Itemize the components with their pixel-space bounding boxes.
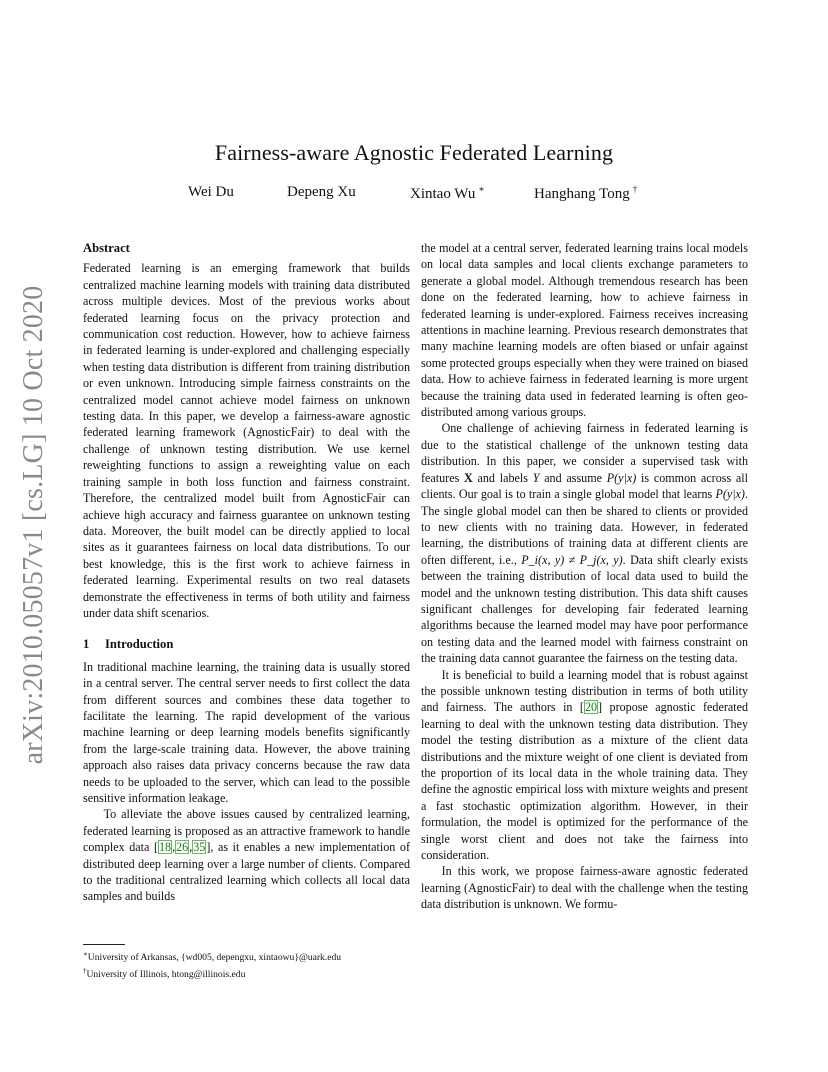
right-column bbox=[421, 240, 748, 913]
text-run: One challenge of achieving fairness in federated learning is due to the statistical challenge of the unknown testing data distribution. In this paper, we consider a supervised task with features bbox=[421, 421, 748, 485]
footnote-text: University of Arkansas, {wd005, depengxu, xintaowu}@uark.edu bbox=[87, 952, 342, 964]
author-name: Xintao Wu bbox=[410, 186, 476, 202]
arxiv-sidebar-stamp bbox=[14, 285, 54, 765]
math-expression: P(y|x) bbox=[606, 470, 637, 485]
abstract-heading: Abstract bbox=[83, 241, 130, 255]
intro-paragraph-1: In traditional machine learning, the training data is usually stored in a central server. The central server needs to first collect the data from different sources and combines these data together to facilitate the learning. The rapid development of the various machine learning or deep learning models benefits significantly from the large-scale training data. However, the above training approach also raises data privacy concerns because the raw data needs to be uploaded to the server, which can lead to the possible sensitive information leakage. bbox=[83, 659, 410, 805]
section-heading-introduction bbox=[83, 636, 410, 652]
abstract-text: Federated learning is an emerging framework that builds centralized machine learning models with training data distributed across multiple devices. Most of the previous works about federated learning focus on the privacy protection and communication cost reduction. However, how to achieve fairness in federated learning is under-explored and challenging especially when testing data distribution is different from training distribution or even unknown. Introducing simple fairness constraints on the centralized model cannot achieve model fairness on unknown testing data. In this paper, we develop a fairness-aware agnostic federated learning framework (AgnosticFair) to deal with the challenge of unknown testing distribution. We use kernel reweighting functions to assign a reweighting value on each training sample in both loss function and fairness constraint. Therefore, the centralized model built from AgnosticFair can achieve high accuracy and fairness guarantee on unknown testing data. Moreover, the built model can be directly applied to local sites as it guarantees fairness on local data distributions. To our best knowledge, this is the first work to achieve fairness in federated learning. Experimental results on two real datasets demonstrate the effectiveness in terms of both utility and fairness under data shift scenarios. bbox=[83, 261, 410, 620]
citation-link[interactable]: 18 bbox=[158, 840, 172, 855]
author-name: Hanghang Tong bbox=[534, 186, 630, 202]
footnotes bbox=[83, 948, 413, 982]
author-2 bbox=[287, 184, 356, 201]
text-run: . The single global model can then be shared to clients or provided to new clients with no training data. However, in federated learning, the distributions of training data at different clients are often different, i.e., bbox=[421, 487, 748, 567]
citation-link[interactable]: 35 bbox=[193, 840, 206, 855]
text-run: It is beneficial to build a learning model that is robust against the possible unknown testing distribution in terms of both utility and fairness. The authors in [ bbox=[421, 667, 748, 715]
text-run: and labels bbox=[472, 470, 533, 485]
section-title: Introduction bbox=[105, 637, 174, 652]
footnote-text: University of Illinois, htong@illinois.edu bbox=[86, 968, 246, 980]
footnote-rule bbox=[83, 944, 125, 945]
intro-paragraph-2: To alleviate the above issues caused by centralized learning, federated learning is proposed as an attractive framework to handle complex data [18,26,35], as it enables a new implementation of distributed deep learning over a large number of clients. Compared to the traditional centralized learning which collects all local data samples and builds bbox=[83, 807, 410, 904]
math-symbol: X bbox=[464, 470, 473, 485]
text-run: ], as it enables a new implementation of distributed deep learning over a large number of clients. Compared to the traditional centralized learning which collects all local data samples and builds bbox=[83, 840, 410, 904]
author-1 bbox=[188, 184, 234, 201]
text-run: ] propose agnostic federated learning to deal with the unknown testing data distribution. They model the testing distribution as a mixture of the client data distributions and the mixture weight of one client is deviated from the proportion of its local data in the whole training data. They define the agnostic empirical loss with mixture weights and present a fast stochastic optimization algorithm. However, in their formulation, the model is optimized for the performance of the single worst client and does not take the fairness into consideration. bbox=[421, 700, 748, 863]
author-affiliation-mark: ∗ bbox=[478, 184, 485, 194]
arxiv-identifier: arXiv:2010.05057v1 [cs.LG] 10 Oct 2020 bbox=[18, 285, 49, 765]
text-run: and assume bbox=[539, 470, 607, 485]
author-name: Depeng Xu bbox=[287, 184, 356, 200]
paragraph-this-work: In this work, we propose fairness-aware agnostic federated learning (AgnosticFair) to deal with the challenge when the testing data distribution is unknown. We formu- bbox=[421, 864, 748, 912]
paragraph-continued: the model at a central server, federated learning trains local models on local data samples and local clients exchange parameters to generate a global model. Although tremendous research has been done on the federated learning, how to achieve fairness in federated learning is under-explored. Fairness receives increasing attentions in machine learning. Previous research demonstrates that many machine learning models are often biased or unfair against some protected groups especially when they were trained on biased data. How to achieve fairness in federated learning is more urgent because the training data used in federated learning is often geo-distributed among various groups. bbox=[421, 241, 748, 420]
citation-link[interactable]: 26 bbox=[176, 840, 189, 855]
author-affiliation-mark: † bbox=[632, 184, 638, 194]
author-4 bbox=[534, 184, 637, 203]
paragraph-challenge bbox=[421, 420, 748, 666]
math-expression: P(y|x) bbox=[715, 487, 745, 502]
author-name: Wei Du bbox=[188, 184, 234, 200]
math-symbol: Y bbox=[532, 470, 540, 485]
footnote-1 bbox=[83, 948, 413, 965]
text-run: To alleviate the above issues caused by centralized learning, federated learning is proposed as an attractive framework to handle complex data [ bbox=[83, 807, 410, 855]
text-run: is common across all clients. Our goal is to train a single global model that learns bbox=[421, 470, 748, 502]
paragraph-robust bbox=[421, 667, 748, 864]
footnote-mark: ∗ bbox=[83, 950, 88, 958]
text-run: . Data shift clearly exists between the training distribution of local data used to build the model and the unknown testing distribution. This data shift causes significant challenges for developing fair federated learning algorithms because the learned model may have poor performance on testing data and the learned model with fairness constraint on the training data cannot guarantee the fairness on the testing data. bbox=[421, 552, 748, 666]
math-expression: P_i(x, y) ≠ P_j(x, y) bbox=[521, 552, 623, 567]
citation-link[interactable]: 20 bbox=[584, 700, 598, 715]
footnote-mark: † bbox=[83, 966, 87, 975]
footnote-2 bbox=[83, 965, 413, 982]
author-3 bbox=[410, 184, 485, 203]
section-number: 1 bbox=[83, 637, 90, 652]
left-column bbox=[83, 240, 410, 905]
paper-title: Fairness-aware Agnostic Federated Learning bbox=[214, 140, 614, 165]
